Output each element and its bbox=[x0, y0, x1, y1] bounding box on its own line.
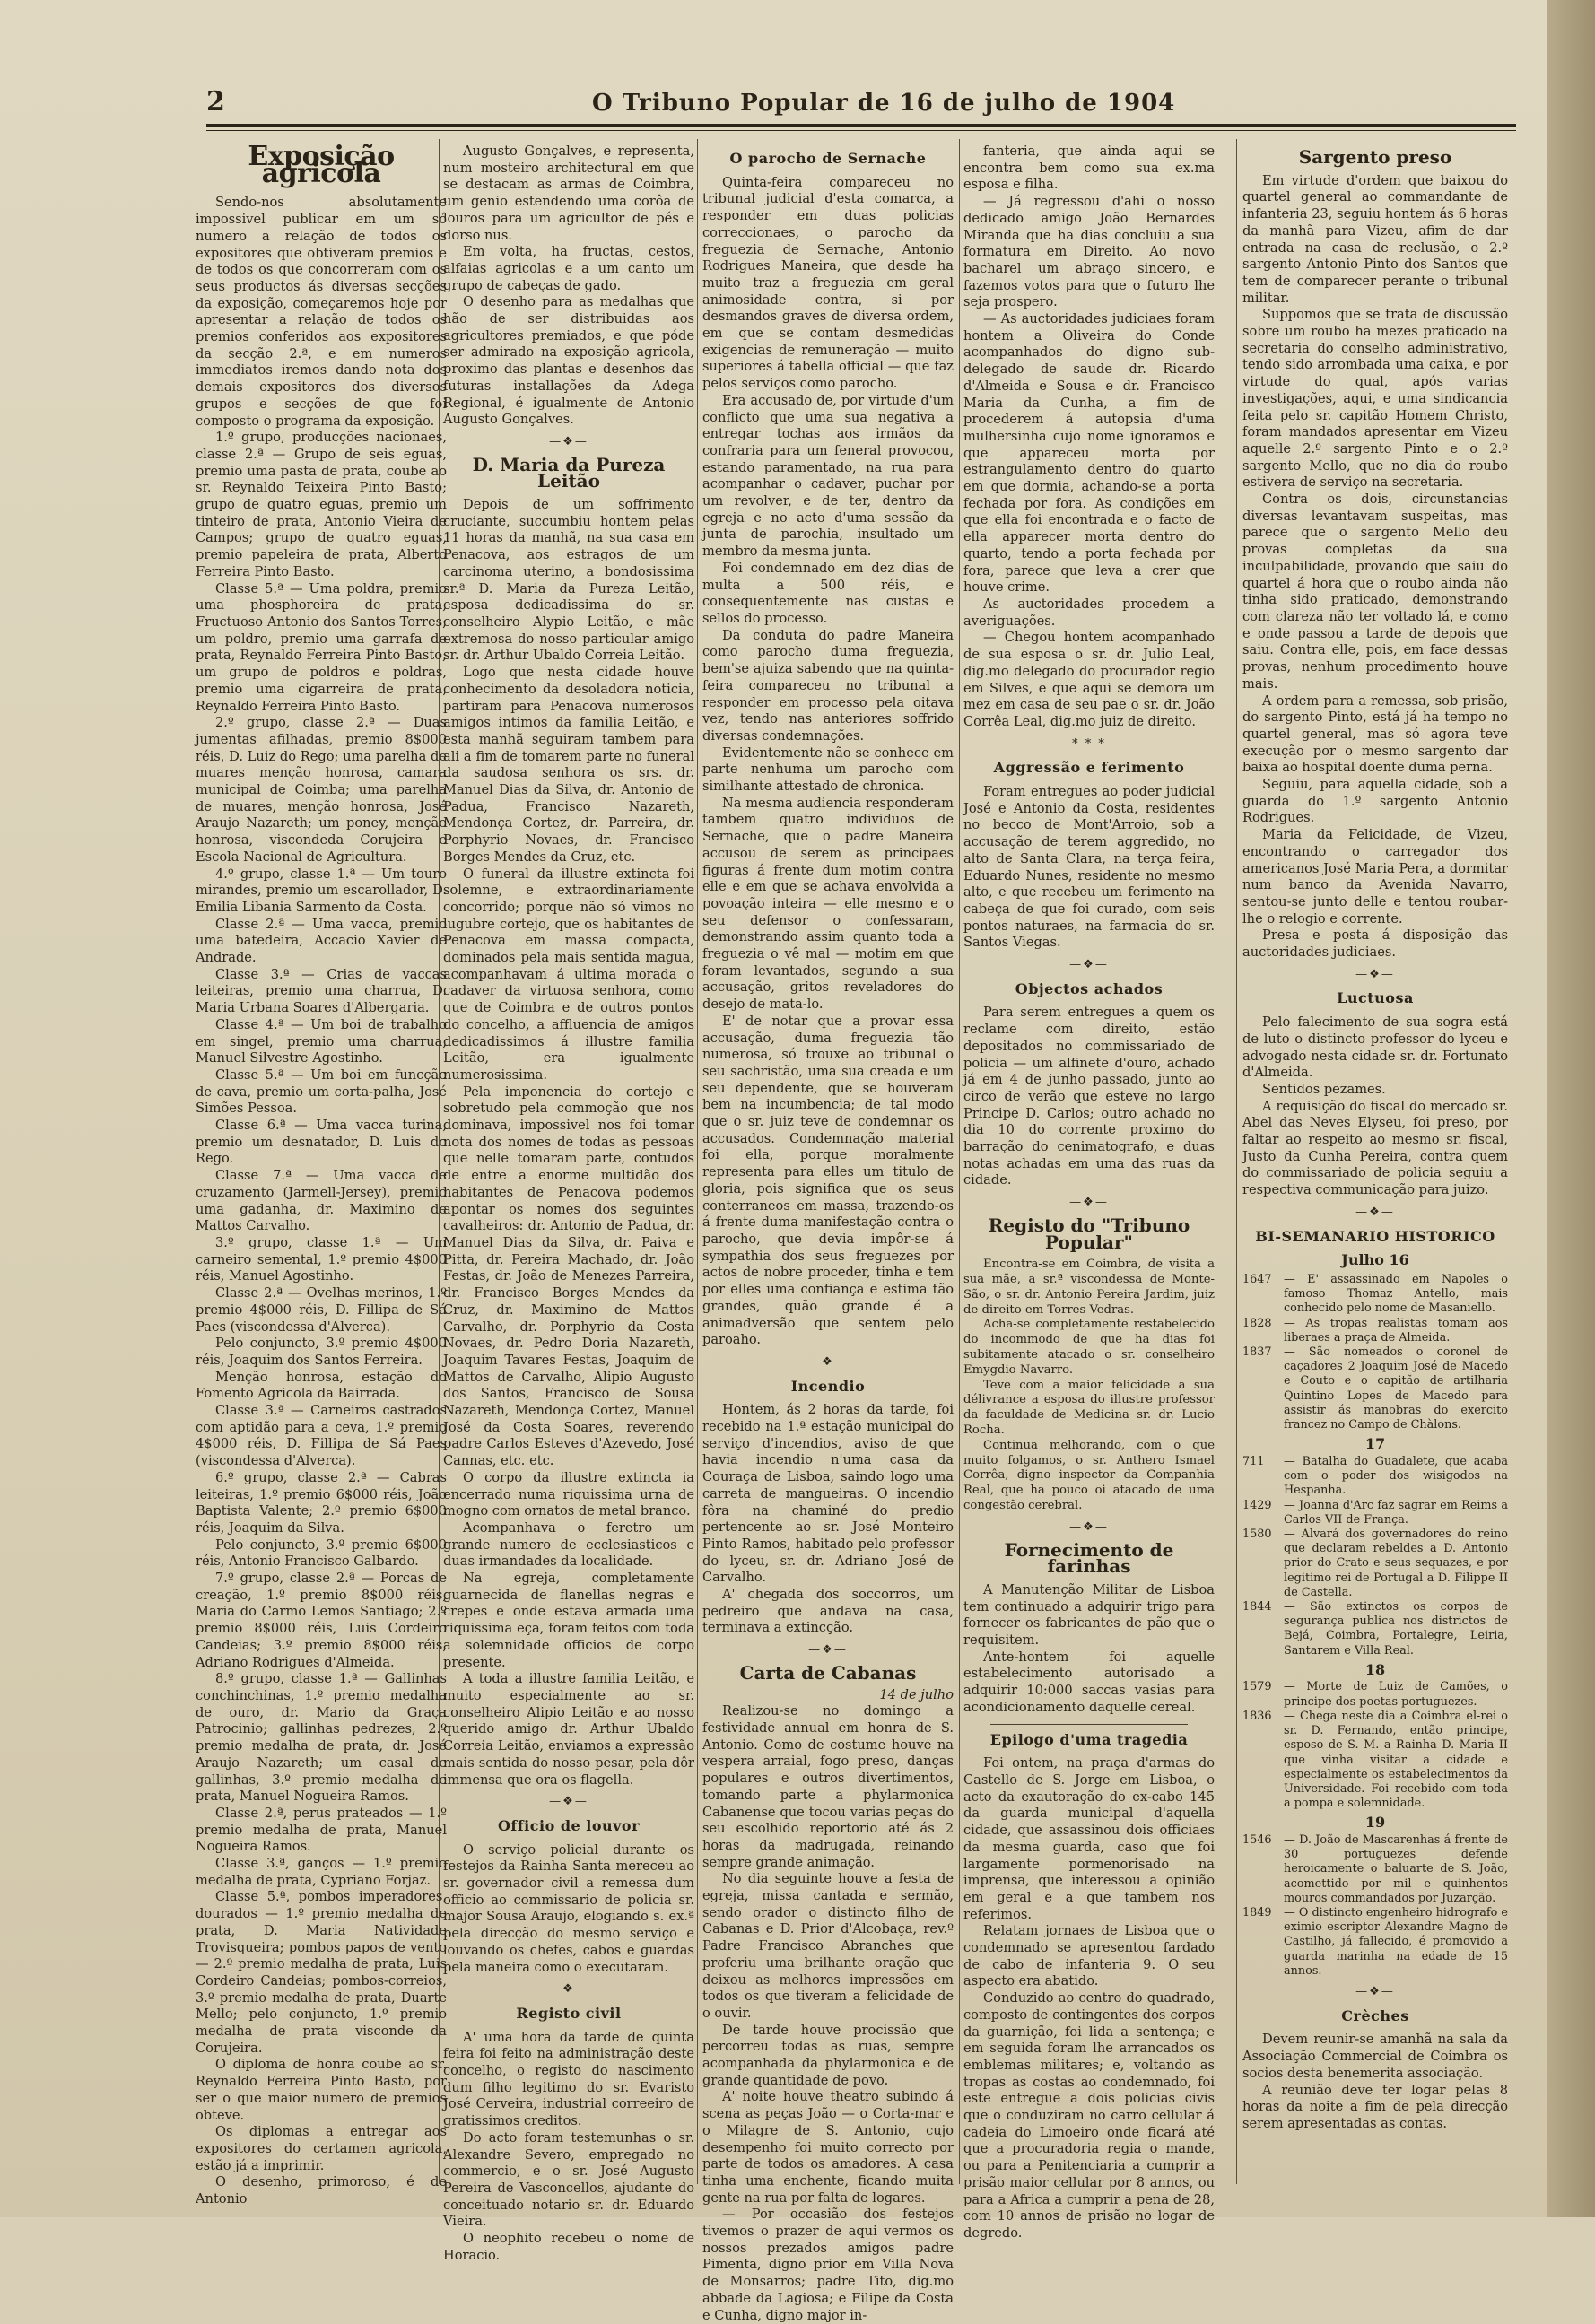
stars-ornament: * * * bbox=[1072, 736, 1106, 751]
headline-registo-civil: Registo civil bbox=[516, 2004, 622, 2022]
ornament: —❖— bbox=[1355, 1205, 1395, 1219]
paragraph: Na egreja, completamente guarnecida de flanellas negras e crepes e onde estava armada uma riquissima eça, foram feitos com toda a solemnidade officios de corpo presente. bbox=[443, 1571, 694, 1670]
calendar-entries-17 bbox=[1242, 1455, 1508, 1658]
column-separator bbox=[1236, 139, 1237, 2184]
paragraph: Os diplomas a entregar aos expositores do certamen agricola, estão já a imprimir. bbox=[196, 2124, 447, 2173]
calendar-entry bbox=[1242, 1906, 1508, 1979]
paragraph: A reunião deve ter logar pelas 8 horas da noite a fim de pela direcção serem apresentadas as contas. bbox=[1242, 2082, 1508, 2131]
headline-exposicao: Exposição agricola bbox=[248, 141, 395, 189]
paragraph: O neophito recebeu o nome de Horacio. bbox=[443, 2231, 694, 2263]
paragraph: A ordem para a remessa, sob prisão, do sargento Pinto, está já ha tempo no quartel general, mas só agora teve execução por o mesmo sargento dar baixa ao hospital doente duma perna. bbox=[1242, 692, 1508, 776]
paragraph: De tarde houve procissão que percorreu todas as ruas, sempre acompanhada da phylarmonica e de grande quantidade de povo. bbox=[702, 2022, 954, 2088]
paragraph: Depois de um soffrimento cruciante, succumbiu hontem pelas 11 horas da manhã, na sua casa em Penacova, aos estragos de um carcinoma uterino, a bondosissima sr.ª D. Maria da Pureza Leitão, esposa dedicadissima do sr. conselheiro Alypio Leitão, e mãe extremosa do nosso particular amigo sr. dr. Arthur Ubaldo Correia Leitão. bbox=[443, 497, 694, 664]
paragraph: 2.º grupo, classe 2.ª — Duas jumentas afilhadas, premio 8$000 réis, D. Luiz do Rego; uma parelha de muares menção honrosa, camara municipal de Coimba; uma parelha de muares, menção honrosa, José Araujo Nazareth; um poney, menção honrosa, viscondeda Corujeira e Escola Nacional de Agricultura. bbox=[196, 715, 447, 865]
paragraph: O desenho, primoroso, é de Antonio bbox=[196, 2174, 447, 2207]
paragraph: Para serem entregues a quem os reclame com direito, estão depositados no commissariado de policia — um alfinete d'ouro, achado já em 4 de junho passado, junto ao circo de verão que esteve no largo Principe D. Carlos; outro achado no dia 10 do corrente proximo do barração do cenimatografo, e duas notas achadas em uma das ruas da cidade. bbox=[963, 1005, 1215, 1188]
calendar-text: — São extinctos os corpos de segurança publica nos districtos de Bejá, Coimbra, Portalegre, Leiria, Santarem e Villa Real. bbox=[1284, 1599, 1508, 1658]
calendar-entry bbox=[1242, 1833, 1508, 1906]
calendar-entries-18 bbox=[1242, 1680, 1508, 1811]
calendar-date-16: Julho 16 bbox=[1341, 1251, 1409, 1269]
calendar-entry bbox=[1242, 1455, 1508, 1499]
paragraph: fanteria, que ainda aqui se encontra bem como sua ex.ma esposa e filha. bbox=[963, 144, 1215, 193]
calendar-year: 1580 bbox=[1242, 1527, 1272, 1541]
paragraph: Devem reunir-se amanhã na sala da Associação Commercial de Coimbra os socios desta benemerita associação. bbox=[1242, 2032, 1508, 2081]
divider bbox=[990, 1724, 1188, 1725]
paragraph: Relatam jornaes de Lisboa que o condemnado se apresentou fardado de cabo de infanteria 9. O seu aspecto era abatido. bbox=[963, 1923, 1215, 1989]
paragraph: Acompanhava o feretro um grande numero de ecclesiasticos e duas irmandades da localidade. bbox=[443, 1519, 694, 1570]
paragraph: Classe 2.ª — Ovelhas merinos, 1.º premio 4$000 réis, D. Fillipa de Sá Paes (viscondessa d'Alverca). bbox=[196, 1285, 447, 1335]
paragraph: Continua melhorando, com o que muito folgamos, o sr. Anthero Ismael Corrêa, digno inspector da Companhia Real, que ha pouco oi atacado de uma congestão cerebral. bbox=[963, 1438, 1215, 1513]
paragraph: Logo que nesta cidade houve conhecimento da desoladora noticia, partiram para Penacova numerosos amigos intimos da familia Leitão, e esta manhã seguiram tambem para ali a fim de tomarem parte no funeral da saudosa senhora os srs. dr. Manuel Dias da Silva, dr. Antonio de Padua, Francisco Nazareth, Mendonça Cortez, dr. Parreira, dr. Porphyrio Novaes, dr. Francisco Borges Mendes da Cruz, etc. bbox=[443, 665, 694, 865]
article-registo-tribuno bbox=[963, 1258, 1215, 1514]
paragraph: — Já regressou d'ahi o nosso dedicado amigo João Bernardes Miranda que ha dias concluiu a sua formatura em Direito. Ao novo bacharel um abraço sincero, e fazemos votos para que o futuro lhe seja prospero. bbox=[963, 194, 1215, 310]
calendar-text: — Batalha do Guadalete, que acaba com o poder dos wisigodos na Hespanha. bbox=[1284, 1454, 1508, 1498]
paragraph: Classe 4.ª — Um boi de trabalho em singel, premio uma charrua, Manuel Silvestre Agostinho. bbox=[196, 1016, 447, 1066]
article-sargento bbox=[1242, 173, 1508, 962]
paragraph: Era accusado de, por virtude d'um conflicto que uma sua negativa a entregar tochas aos irmãos da confraria para um feneral provocou, estando paramentado, na rua para acompanhar o cadaver, puchar por um revolver, e de ter, dentro da egreja e no acto d'uma sessão da junta de parochia, insultado um membro da mesma junta. bbox=[702, 392, 954, 560]
calendar-year: 1579 bbox=[1242, 1680, 1272, 1694]
paragraph: Classe 5.ª — Uma poldra, premio uma phosphoreira de prata, Fructuoso Antonio dos Santos Torres; um poldro, premio uma garrafa de prata, Reynaldo Ferreira Pinto Basto; um grupo de poldros e poldras, premio uma cigarreira de prata, Reynaldo Ferreira Pinto Basto. bbox=[196, 580, 447, 714]
paragraph: A requisição do fiscal do mercado sr. Abel das Neves Elyseu, foi preso, por faltar ao respeito ao mesmo sr. fiscal, Justo da Cunha Pereira, contra quem do commissariado de policia seguiu a respectiva communicação para juizo. bbox=[1242, 1098, 1508, 1198]
paragraph: A' noite houve theatro subindo á scena as peças João — o Corta-mar e o Milagre de S. Antonio, cujo desempenho foi muito correcto por parte de todos os amadores. A casa tinha uma enchente, ficando muita gente na rua por falta de logares. bbox=[702, 2089, 954, 2206]
ornament: —❖— bbox=[549, 1982, 588, 1997]
paragraph: O corpo da illustre extincta ia encerrado numa riquissima urna de mogno com ornatos de metal branco. bbox=[443, 1469, 694, 1519]
calendar-date-17: 17 bbox=[1364, 1435, 1386, 1453]
ornament: —❖— bbox=[1069, 1519, 1109, 1534]
calendar-text: — As tropas realistas tomam aos liberaes a praça de Almeida. bbox=[1284, 1316, 1508, 1345]
calendar-entry bbox=[1242, 1273, 1508, 1317]
paragraph: Foi condemnado em dez dias de multa a 500 réis, e consequentemente nas custas e sellos do processo. bbox=[702, 560, 954, 626]
paragraph: Classe 2.ª, perus prateados — 1.º premio medalha de prata, Manuel Nogueira Ramos. bbox=[196, 1805, 447, 1855]
headline-creches: Crèches bbox=[1341, 2006, 1409, 2024]
paragraph: O diploma de honra coube ao sr. Reynaldo Ferreira Pinto Basto, por ser o que maior numero de premios obteve. bbox=[196, 2057, 447, 2123]
calendar-year: 1647 bbox=[1242, 1273, 1272, 1286]
headline-bi-semanario: BI-SEMANARIO HISTORICO bbox=[1255, 1227, 1495, 1245]
paragraph: Sentidos pezames. bbox=[1262, 1081, 1386, 1097]
headline-luctuosa: Luctuosa bbox=[1337, 989, 1414, 1007]
paragraph: Classe 2.ª — Uma vacca, premio uma batedeira, Accacio Xavier de Andrade. bbox=[196, 916, 447, 966]
column-4 bbox=[963, 144, 1215, 2241]
article-luctuosa bbox=[1242, 1014, 1508, 1199]
paragraph: 6.º grupo, classe 2.ª — Cabras leiteiras, 1.º premio 6$000 réis, João Baptista Valente; 2.º premio 6$000 réis, Joaquim da Silva. bbox=[196, 1469, 447, 1536]
paragraph: Realizou-se no domingo a festividade annual em honra de S. Antonio. Como de costume houve na vespera arraial, fogo preso, danças populares e outros divertimentos, tomando parte a phylarmonica Cabanense que tocou varias peças do seu escolhido reportorio até ás 2 horas da madrugada, reinando sempre grande animação. bbox=[702, 1703, 954, 1870]
headline-parocho: O parocho de Sernache bbox=[729, 150, 927, 167]
paragraph: Maria da Felicidade, de Vizeu, encontrando o carregador dos americanos José Maria Pera, a dormitar num banco da Avenida Navarro, sentou-se junto delle e tentou roubar-lhe o relogio e corrente. bbox=[1242, 827, 1508, 927]
article-cabanas-cont bbox=[963, 144, 1215, 731]
ornament: —❖— bbox=[1069, 1196, 1109, 1210]
calendar-entry bbox=[1242, 1499, 1508, 1528]
calendar-year: 1836 bbox=[1242, 1709, 1272, 1723]
paragraph: Acha-se completamente restabelecido do incommodo de que ha dias foi subitamente atacado o sr. conselheiro Emygdio Navarro. bbox=[963, 1318, 1215, 1377]
article-objectos bbox=[963, 1005, 1215, 1189]
calendar-entry bbox=[1242, 1345, 1508, 1432]
paragraph: Do acto foram testemunhas o sr. Alexandre Severo, empregado no commercio, e o sr. José Augusto Pereira de Vasconcellos, ajudante do conceituado notario sr. dr. Eduardo Vieira. bbox=[443, 2129, 694, 2230]
paragraph: 4.º grupo, classe 1.ª — Um touro mirandes, premio um escarollador, D. Emilia Libania Sarmento da Costa. bbox=[196, 866, 447, 915]
article-officio bbox=[443, 1842, 694, 1977]
dateline: 14 de julho bbox=[879, 1686, 954, 1702]
headline-incendio: Incendio bbox=[790, 1377, 866, 1395]
paragraph: 7.º grupo, classe 2.ª — Porcas de creação, 1.º premio 8$000 réis, Maria do Carmo Lemos Santiago; 2.º premio 8$000 réis, Luis Cordeiro Candeias; 3.º premio 8$000 réis, Adriano Rodrigues d'Almeida. bbox=[196, 1571, 447, 1670]
paragraph: Classe 5.ª, pombos imperadores, dourados — 1.º premio medalha de prata, D. Maria Natividade Trovisqueira; pombos papos de vento — 2.º premio medalha de prata, Luis Cordeiro Candeias; pombos-correios, 3.º premio medalha de prata, Duarte Mello; pelo conjuncto, 1.º premio medalha de prata visconde da Corujeira. bbox=[196, 1889, 447, 2056]
calendar-date-19: 19 bbox=[1364, 1814, 1386, 1832]
calendar-entry bbox=[1242, 1317, 1508, 1345]
paragraph: Na mesma audiencia responderam tambem quatro individuos de Sernache, que o padre Maneira accusou de serem as principaes figuras á frente dum motim contra elle e em que se achava envolvida a povoação inteira — elle mesmo e o seu defensor o confessaram, demonstrando assim quanto toda a freguezia o vê mal — motim em que foram levantados, segundo a sua accusação, gritos reveladores do desejo de mata-lo. bbox=[702, 795, 954, 1013]
article-parocho bbox=[702, 175, 954, 1349]
calendar-year: 1844 bbox=[1242, 1599, 1272, 1614]
paragraph: A' uma hora da tarde de quinta feira foi feito na administração deste concelho, o registo do nascimento dum filho legitimo do sr. Evaristo José Cerveira, industrial correeiro de gratissimos creditos. bbox=[443, 2029, 694, 2129]
headline-registo-tribuno: Registo do "Tribuno Popular" bbox=[988, 1214, 1190, 1253]
column-5 bbox=[1242, 144, 1508, 2189]
paragraph: O funeral da illustre extincta foi solemne, e extraordinariamente concorrido; porque não só vimos no lugubre cortejo, que os habitantes de Penacova em massa compacta, dominados pela mais sentida magua, acompanhavam á ultima morada o cadaver da virtuosa senhora, como que de Coimbra e de outros pontos do concelho, a affluencia de amigos dedicadissimos á illustre familia Leitão, era igualmente numerosissima. bbox=[443, 866, 694, 1083]
paragraph: Pelo conjuncto, 3.º premio 4$000 réis, Joaquim dos Santos Ferreira. bbox=[196, 1336, 447, 1368]
paragraph: Classe 3.ª, ganços — 1.º premio medalha de prata, Cypriano Forjaz. bbox=[196, 1856, 447, 1888]
paragraph: — Por occasião dos festejos tivemos o prazer de aqui vermos os nossos prezados amigos padre Pimenta, digno prior em Villa Nova de Monsarros; padre Tito, dig.mo abbade da Lagiosa; e Filipe da Costa e Cunha, digno major in- bbox=[702, 2206, 954, 2323]
paragraph: E' de notar que a provar essa accusação, duma freguezia tão numerosa, só trouxe ao tribunal o seu sachristão, uma sua creada e um seu dependente, que se houveram bem na incumbencia; de tal modo que o sr. juiz teve de condemnar os accusados. Condemnação material foi ella, porque moralmente representa para elles um titulo de gloria, pois significa que os seus conterraneos em massa, trazendo-os á frente duma manifestação contra o parocho, que devia impôr-se á sympathia dos seus freguezes por actos de nobre proceder, tinha e tem por elles uma confiança e estima tão grandes, quão grande é a animadversão que sentem pelo paroaho. bbox=[702, 1013, 954, 1348]
ornament: —❖— bbox=[808, 1643, 848, 1658]
page-header bbox=[206, 86, 1516, 122]
paragraph: — As auctoridades judiciaes foram hontem a Oliveira do Conde acompanhados do digno sub-delegado de saude dr. Ricardo d'Almeida e Sousa e dr. Francisco Maria da Cunha, a fim de procederem á autopsia d'uma mulhersinha cujo nome ignoramos e que appareceu morta por estrangulamento dentro do quarto em que dormia, achando-se a porta fechada por fora. As condições em que ella foi encontrada e o facto de ella apparecer morta dentro do quarto, tendo a porta fechada por fora, parece que leva a crer que houve crime. bbox=[963, 311, 1215, 596]
calendar-year: 1546 bbox=[1242, 1833, 1272, 1848]
paragraph: Evidentemente não se conhece em parte nenhuma um parocho com similhante attestado de chronica. bbox=[702, 744, 954, 795]
paragraph: Pelo falecimento de sua sogra está de luto o distincto professor do lyceu e advogado nesta cidade sr. dr. Fortunato d'Almeida. bbox=[1242, 1014, 1508, 1081]
calendar-entries-19 bbox=[1242, 1833, 1508, 1979]
headline-epilogo: Epilogo d'uma tragedia bbox=[989, 1730, 1189, 1748]
headline-officio: Officio de louvor bbox=[497, 1816, 641, 1834]
ornament: —❖— bbox=[1069, 958, 1109, 972]
article-exposicao bbox=[196, 195, 447, 2207]
headline-carta-cabanas: Carta de Cabanas bbox=[739, 1661, 917, 1684]
calendar-year: 1429 bbox=[1242, 1498, 1272, 1512]
paragraph: 3.º grupo, classe 1.ª — Um carneiro semental, 1.º premio 4$000 réis, Manuel Agostinho. bbox=[196, 1235, 447, 1284]
article-incendio bbox=[702, 1402, 954, 1637]
headline-farinhas: Fornecimento de farinhas bbox=[1004, 1538, 1174, 1578]
calendar-text: — São nomeados o coronel de caçadores 2 Joaquim José de Macedo e Couto e o capitão de artilharia Quintino Lopes de Macedo para assistir ás manobras do exercito francez no Campo de Chàlons. bbox=[1284, 1345, 1508, 1432]
paragraph: Foram entregues ao poder judicial José e Antonio da Costa, residentes no becco de Mont'Arroio, sob a accusação de terem aggredido, no alto de Santa Clara, na terça feira, Eduardo Nunes, residente no mesmo alto, e que recebeu um ferimento na cabeça de que foi curado, com seis pontos naturaes, na farmacia do sr. Santos Viegas. bbox=[963, 784, 1215, 951]
paragraph: Foi ontem, na praça d'armas do Castello de S. Jorge em Lisboa, o acto da exautoração do ex-cabo 145 da guarda municipal d'aquella cidade, que assassinou dois officiaes da mesma guarda, caso que foi largamente pormenorisado na imprensa, que interessou a opinião em geral e a que tambem nos referimos. bbox=[963, 1755, 1215, 1922]
paragraph: 8.º grupo, classe 1.ª — Gallinhas conchinchinas, 1.º premio medalha de ouro, dr. Mario da Graça Patrocinio; gallinhas pedrezes, 2.º premio medalha de prata, dr. José Araujo Nazareth; um casal de gallinhas, 3.º premio medalha de prata, Manuel Nogueira Ramos. bbox=[196, 1671, 447, 1805]
calendar-entry bbox=[1242, 1600, 1508, 1658]
calendar-text: — O distincto engenheiro hidrografo e eximio escriptor Alexandre Magno de Castilho, já fallecido, é promovido a guarda marinha na edade de 15 annos. bbox=[1284, 1906, 1508, 1978]
paragraph: Augusto Gonçalves, e representa, num mosteiro architectural em que se destacam as armas de Coimbra, um genio estendendo uma corôa de louros para um agricultor de pés e dorso nus. bbox=[443, 144, 694, 243]
header-rule-thin bbox=[206, 130, 1516, 131]
paragraph: A toda a illustre familia Leitão, e muito especialmente ao sr. conselheiro Alipio Leitão e ao nosso querido amigo dr. Arthur Ubaldo Correia Leitão, enviamos a expressão mais sentida do nosso pesar, pela dôr immensa que ora os flagella. bbox=[443, 1671, 694, 1788]
paragraph: Contra os dois, circunstancias diversas levantavam suspeitas, mas parece que o sargento Mello deu provas completas da sua inculpabilidade, provando que saiu do quartel á hora que o roubo ainda não tinha sido praticado, demonstrando com clareza não ter voltado lá, e como e onde passou a tarde de depois que saiu. Contra elle, pois, em face dessas provas, nenhum procedimento houve mais. bbox=[1242, 492, 1508, 692]
headline-aggressao: Aggressão e ferimento bbox=[993, 759, 1185, 777]
column-separator bbox=[697, 139, 698, 2184]
paragraph: — Chegou hontem acompanhado de sua esposa o sr. dr. Julio Leal, dig.mo delegado do procurador regio em Silves, e que aqui se demora um mez em casa de seu pae o sr. dr. João Corrêa Leal, dig.mo juiz de direito. bbox=[963, 630, 1215, 729]
calendar-text: — Alvará dos governadores do reino que declaram rebeldes a D. Antonio prior do Crato e seus sequazes, e por legitimo rei de Portugal a D. Filippe II de Castella. bbox=[1284, 1527, 1508, 1599]
calendar-year: 1849 bbox=[1242, 1906, 1272, 1920]
calendar-year: 1837 bbox=[1242, 1345, 1272, 1360]
paragraph: Sendo-nos absolutamente impossivel publicar em um só numero a relação de todos os expositores que obtiveram premios e de todos os que concorreram com os seus productos ás diversas secções da exposição, começaremos hoje por apresentar a relação de todos os premios conferidos aos expositores da secção 2.ª, e em numeros immediatos iremos dando nota dos demais expositores dos diversos grupos e secções de que foi composto o programa da exposição. bbox=[196, 195, 447, 429]
calendar-text: — Chega neste dia a Coimbra el-rei o sr. D. Fernando, então principe, esposo de S. M. a Rainha D. Maria II que vinha visitar a cidade e especialmente os estabelecimentos da Universidade. Foi recebido com toda a pompa e solemnidade. bbox=[1284, 1709, 1508, 1811]
calendar-entry bbox=[1242, 1528, 1508, 1600]
paragraph: Encontra-se em Coimbra, de visita a sua mãe, a sr.ª viscondessa de Monte-São, o sr. dr. Antonio Pereira Jardim, juiz de direito em Torres Vedras. bbox=[963, 1258, 1215, 1317]
article-carta-cabanas bbox=[702, 1703, 954, 2324]
column-3 bbox=[702, 144, 954, 2323]
calendar-entry bbox=[1242, 1710, 1508, 1811]
paragraph: Da conduta do padre Maneira como parocho duma freguezia, bem'se ajuiza sabendo que na quinta-feira compareceu no tribunal a responder em processo pela oitava vez, tendo nas anteriores soffrido diversas condemnações. bbox=[702, 627, 954, 744]
newspaper-title: O Tribuno Popular de 16 de julho de 1904 bbox=[592, 90, 1176, 117]
ornament: —❖— bbox=[549, 1795, 588, 1809]
article-aggressao bbox=[963, 784, 1215, 952]
paragraph: 1.º grupo, producções nacionaes, classe 2.ª — Grupo de seis eguas, premio uma pasta de prata, coube ao sr. Reynaldo Teixeira Pinto Basto; grupo de quatro eguas, premio um tinteiro de prata, Antonio Vieira de Campos; grupo de quatro eguas, premio papeleira de prata, Alberto Ferreira Pinto Basto. bbox=[196, 430, 447, 579]
calendar-entries-16 bbox=[1242, 1273, 1508, 1432]
paragraph: A Manutenção Militar de Lisboa tem continuado a adquirir trigo para fornecer os fabricantes de pão que o requisitem. bbox=[963, 1581, 1215, 1649]
page-number: 2 bbox=[206, 86, 225, 118]
ornament: —❖— bbox=[808, 1354, 848, 1369]
column-separator bbox=[959, 139, 960, 2184]
article-creches bbox=[1242, 2032, 1508, 2132]
calendar-year: 1828 bbox=[1242, 1316, 1272, 1330]
paragraph: Menção honrosa, estação do Fomento Agricola da Bairrada. bbox=[196, 1369, 447, 1402]
paragraph: Conduzido ao centro do quadrado, composto de contingentes dos corpos da guarnição, foi lida a sentença; e em seguida foram lhe arrancados os emblemas militares; e, voltando as tropas as costas ao condemnado, foi este entregue a dois policias civis que o conduziram no carro cellular á cadeia do Limoeiro onde ficará até que a procuradoria regia o mande, ou para a Penitenciaria a cumprir a prisão maior cellular por 8 annos, ou para a Africa a cumprir a pena de 28, com 10 annos de prisão no logar de degredo. bbox=[963, 1990, 1215, 2241]
calendar-text: — Joanna d'Arc faz sagrar em Reims a Carlos VII de França. bbox=[1284, 1498, 1508, 1527]
paragraph: Teve com a maior felicidade a sua délivrance a esposa do illustre professor da faculdade de Medicina sr. dr. Lucio Rocha. bbox=[963, 1378, 1215, 1438]
column-2 bbox=[443, 144, 694, 2263]
calendar-year: 711 bbox=[1242, 1454, 1265, 1468]
calendar-date-18: 18 bbox=[1364, 1660, 1386, 1678]
paragraph: As auctoridades procedem a averiguações. bbox=[963, 596, 1215, 629]
paragraph: Classe 7.ª — Uma vacca de cruzamento (Jarmell-Jersey), premio uma gadanha, dr. Maximino de Mattos Carvalho. bbox=[196, 1168, 447, 1234]
paragraph: Classe 3.ª — Crias de vaccas leiteiras, premio uma charrua, D. Maria Urbana Soares d'Albergaria. bbox=[196, 966, 447, 1016]
article-exposicao-cont bbox=[443, 144, 694, 429]
paragraph: Classe 6.ª — Uma vacca turina, premio um desnatador, D. Luis do Rego. bbox=[196, 1118, 447, 1167]
paragraph: O serviço policial durante os festejos da Rainha Santa mereceu ao sr. governador civil a remessa dum officio ao commissario de policia sr. major Sousa Araujo, elogiando s. ex.ª pela direcção do mesmo serviço e louvando os chefes, cabos e guardas pela maneira como o executaram. bbox=[443, 1841, 694, 1975]
paragraph: Em virtude d'ordem que baixou do quartel general ao commandante de infanteria 23, seguiu hontem ás 6 horas da manhã para Vizeu, afim de dar entrada na casa de reclusão, o 2.º sargento Antonio Pinto dos Santos que tem de comparecer perante o tribunal militar. bbox=[1242, 172, 1508, 306]
paragraph: Classe 3.ª — Carneiros castrados com aptidão para a ceva, 1.º premio 4$000 réis, D. Fillipa de Sá Paes (viscondessa d'Alverca). bbox=[196, 1403, 447, 1469]
paragraph: Em volta, ha fructas, cestos, alfaias agricolas e a um canto um grupo de cabeças de gado. bbox=[443, 244, 694, 293]
article-maria-pureza bbox=[443, 497, 694, 1789]
article-registo-civil bbox=[443, 2030, 694, 2265]
paragraph: O desenho para as medalhas que hão de ser distribuidas aos agricultores premiados, e que póde ser admirado na exposição agricola, proximo das plantas e desenhos das futuras installações da Adega Regional, é igualmente de Antonio Augusto Gonçalves. bbox=[443, 294, 694, 428]
paragraph: A' chegada dos soccorros, um pedreiro que andava na casa, terminava a extincção. bbox=[702, 1587, 954, 1636]
header-rule bbox=[206, 124, 1516, 127]
calendar-entry bbox=[1242, 1680, 1508, 1709]
ornament: —❖— bbox=[1355, 967, 1395, 981]
paragraph: Classe 5.ª — Um boi em funcção de cava, premio um corta-palha, José Simões Pessoa. bbox=[196, 1066, 447, 1117]
ornament: —❖— bbox=[549, 434, 588, 448]
paragraph: Quinta-feira compareceu no tribunal judicial d'esta comarca, a responder em duas policias correccionaes, o parocho da freguezia de Sernache, Antonio Rodrigues Maneira, que desde ha muito traz a freguezia em geral animosidade contra, si por desmandos graves de diversa ordem, em que se contam desmedidas exigencias de remuneração — muito superiores á tabella official — que faz pelos serviços como parocho. bbox=[702, 174, 954, 392]
paragraph: Seguiu, para aquella cidade, sob a guarda do 1.º sargento Antonio Rodrigues. bbox=[1242, 777, 1508, 826]
paragraph: Presa e posta á disposição das auctoridades judiciaes. bbox=[1242, 927, 1508, 961]
paragraph: Ante-hontem foi aquelle estabelecimento autorisado a adquirir 10:000 saccas vasias para acondicionamento daquelle cereal. bbox=[963, 1649, 1215, 1715]
paragraph: No dia seguinte houve a festa de egreja, missa cantada e sermão, sendo orador o distincto filho de Cabanas e D. Prior d'Alcobaça, rev.º Padre Francisco Abranches que proferiu uma brilhante oração que deixou as melhores impressões em todos os que tiveram a felicidade de o ouvir. bbox=[702, 1871, 954, 2021]
calendar-text: — D. João de Mascarenhas á frente de 30 portuguezes defende heroicamente o baluarte de S. João, acomettido por mil e quinhentos mouros commandados por Juzarção. bbox=[1284, 1833, 1508, 1905]
paragraph: Hontem, ás 2 horas da tarde, foi recebido na 1.ª estação municipal do serviço d'incendios, aviso de que havia incendio n'uma casa da Couraça de Lisboa, saindo logo uma carreta de mangueiras. O incendio fôra na chaminé do predio pertencente ao sr. José Monteiro Pinto Ramos, habitado pelo professor do lyceu, sr. dr. Adriano José de Carvalho. bbox=[702, 1402, 954, 1586]
paragraph: Suppomos que se trata de discussão sobre um roubo ha mezes praticado na secretaria do conselho administrativo, tendo sido arrombada uma caixa, e por virtude do qual, após varias investigações, aqui, e uma sindicancia feita pelo sr. capitão Homem Christo, foram mandados apresentar em Vizeu aquelle 2.º sargento Pinto e o 2.º sargento Mello, que no dia do roubo estivera de serviço na secretaria. bbox=[1242, 307, 1508, 491]
headline-maria-pureza: D. Maria da Pureza Leitão bbox=[472, 453, 666, 492]
calendar-text: — Morte de Luiz de Camões, o principe dos poetas portuguezes. bbox=[1284, 1680, 1508, 1709]
headline-sargento: Sargento preso bbox=[1298, 146, 1452, 168]
paragraph: Pelo conjuncto, 3.º premio 6$000 réis, Antonio Francisco Galbardo. bbox=[196, 1536, 447, 1570]
column-1 bbox=[196, 141, 447, 2207]
paragraph: Pela imponencia do cortejo e sobretudo pela commoção que nos dominava, impossivel nos foi tomar nota dos nomes de todas as pessoas que nelle tomaram parte, contudos de entre a enorme multidão dos habitantes de Penacova podemos apontar os nomes dos seguintes cavalheiros: dr. Antonio de Padua, dr. Manuel Dias da Silva, dr. Paiva e Pitta, dr. Pereira Machado, dr. João Festas, dr. João de Menezes Parreira, dr. Francisco Borges Mendes da Cruz, dr. Maximino de Mattos Carvalho, dr. Porphyrio da Costa Novaes, dr. Pedro Doria Nazareth, Joaquim Tavares Festas, Joaquim de Mattos de Carvalho, Alipio Augusto dos Santos, Francisco de Sousa Nazareth, Mendonça Cortez, Manuel José da Costa Soares, reverendo padre Carlos Esteves d'Azevedo, José Cannas, etc. etc. bbox=[443, 1084, 694, 1469]
calendar-text: — E' assassinado em Napoles o famoso Thomaz Antello, mais conhecido pelo nome de Masaniello. bbox=[1284, 1273, 1508, 1316]
ornament: —❖— bbox=[1355, 1985, 1395, 1999]
headline-objectos: Objectos achados bbox=[1015, 979, 1164, 997]
article-epilogo bbox=[963, 1755, 1215, 2241]
article-farinhas bbox=[963, 1582, 1215, 1717]
